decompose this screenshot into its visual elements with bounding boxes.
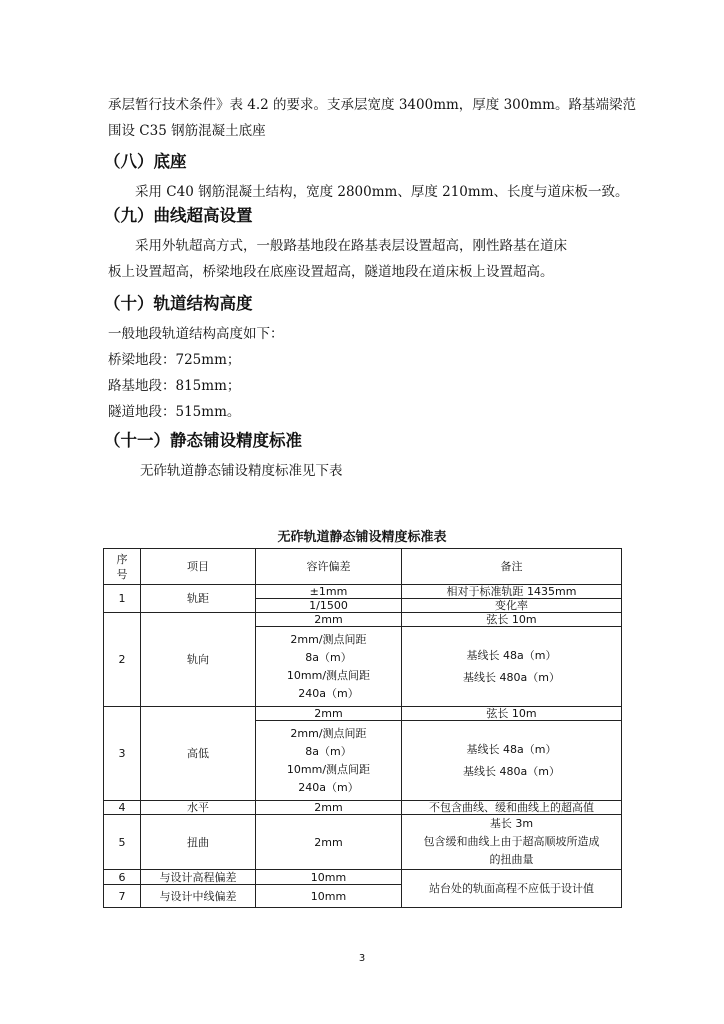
cell-remark: 基长 3m 包含缓和曲线上由于超高顺坡所造成 的扭曲量 — [402, 815, 622, 870]
cell-remark: 相对于标准轨距 1435mm — [402, 585, 622, 599]
cell-no: 6 — [104, 870, 141, 885]
cell-remark: 基线长 48a（m） 基线长 480a（m） — [402, 627, 622, 707]
paragraph-line: 桥梁地段：725mm； — [108, 352, 241, 368]
header-item: 项目 — [141, 549, 256, 585]
cell-tolerance: 2mm — [256, 801, 402, 815]
paragraph-line: 隧道地段：515mm。 — [108, 404, 241, 420]
cell-remark: 弦长 10m — [402, 613, 622, 627]
table-row — [104, 613, 622, 627]
table-row — [104, 870, 622, 885]
paragraph-line: 板上设置超高，桥梁地段在底座设置超高，隧道地段在道床板上设置超高。 — [108, 264, 554, 280]
table-row — [104, 801, 622, 815]
cell-remark: 基线长 48a（m） 基线长 480a（m） — [402, 721, 622, 801]
paragraph-line: 一般地段轨道结构高度如下： — [108, 326, 284, 342]
header-no: 序号 — [104, 549, 141, 585]
table-caption: 无砟轨道静态铺设精度标准表 — [277, 530, 447, 545]
header-remark: 备注 — [402, 549, 622, 585]
section-heading: （十一）静态铺设精度标准 — [104, 431, 302, 450]
header-tolerance: 容许偏差 — [256, 549, 402, 585]
cell-item: 与设计高程偏差 — [141, 870, 256, 885]
cell-no: 3 — [104, 707, 141, 801]
cell-tolerance: 2mm/测点间距 8a（m） 10mm/测点间距 240a（m） — [256, 721, 402, 801]
paragraph-line: 围设 C35 钢筋混凝土底座 — [108, 123, 266, 139]
table-row — [104, 585, 622, 599]
table-row — [104, 815, 622, 870]
cell-tolerance: 2mm — [256, 815, 402, 870]
cell-tolerance: 2mm/测点间距 8a（m） 10mm/测点间距 240a（m） — [256, 627, 402, 707]
paragraph-line: 路基地段：815mm； — [108, 378, 241, 394]
table-row — [104, 707, 622, 721]
cell-tolerance: 10mm — [256, 870, 402, 885]
cell-remark: 不包含曲线、缓和曲线上的超高值 — [402, 801, 622, 815]
precision-standard-table — [103, 548, 622, 908]
cell-item: 轨向 — [141, 613, 256, 707]
cell-tolerance: 2mm — [256, 707, 402, 721]
cell-tolerance: 2mm — [256, 613, 402, 627]
cell-tolerance: 1/1500 — [256, 599, 402, 613]
section-heading: （九）曲线超高设置 — [104, 206, 253, 225]
cell-remark: 弦长 10m — [402, 707, 622, 721]
cell-no: 7 — [104, 885, 141, 908]
cell-item: 高低 — [141, 707, 256, 801]
cell-no: 5 — [104, 815, 141, 870]
cell-no: 4 — [104, 801, 141, 815]
cell-item: 与设计中线偏差 — [141, 885, 256, 908]
page-number: 3 — [358, 953, 366, 964]
paragraph-line: 承层暂行技术条件》表 4.2 的要求。支承层宽度 3400mm，厚度 300mm。路基端梁范 — [108, 97, 636, 113]
cell-tolerance: ±1mm — [256, 585, 402, 599]
paragraph-line: 采用外轨超高方式，一般路基地段在路基表层设置超高，刚性路基在道床 — [135, 238, 567, 254]
cell-item: 轨距 — [141, 585, 256, 613]
cell-item: 扭曲 — [141, 815, 256, 870]
cell-remark: 站台处的轨面高程不应低于设计值 — [402, 870, 622, 908]
cell-no: 2 — [104, 613, 141, 707]
cell-item: 水平 — [141, 801, 256, 815]
paragraph-line: 无砟轨道静态铺设精度标准见下表 — [140, 463, 343, 479]
table-header-row — [104, 549, 622, 585]
section-heading: （八）底座 — [104, 152, 187, 171]
cell-no: 1 — [104, 585, 141, 613]
cell-tolerance: 10mm — [256, 885, 402, 908]
paragraph-line: 采用 C40 钢筋混凝土结构，宽度 2800mm、厚度 210mm、长度与道床板一致。 — [135, 184, 629, 200]
cell-remark: 变化率 — [402, 599, 622, 613]
section-heading: （十）轨道结构高度 — [104, 294, 253, 313]
